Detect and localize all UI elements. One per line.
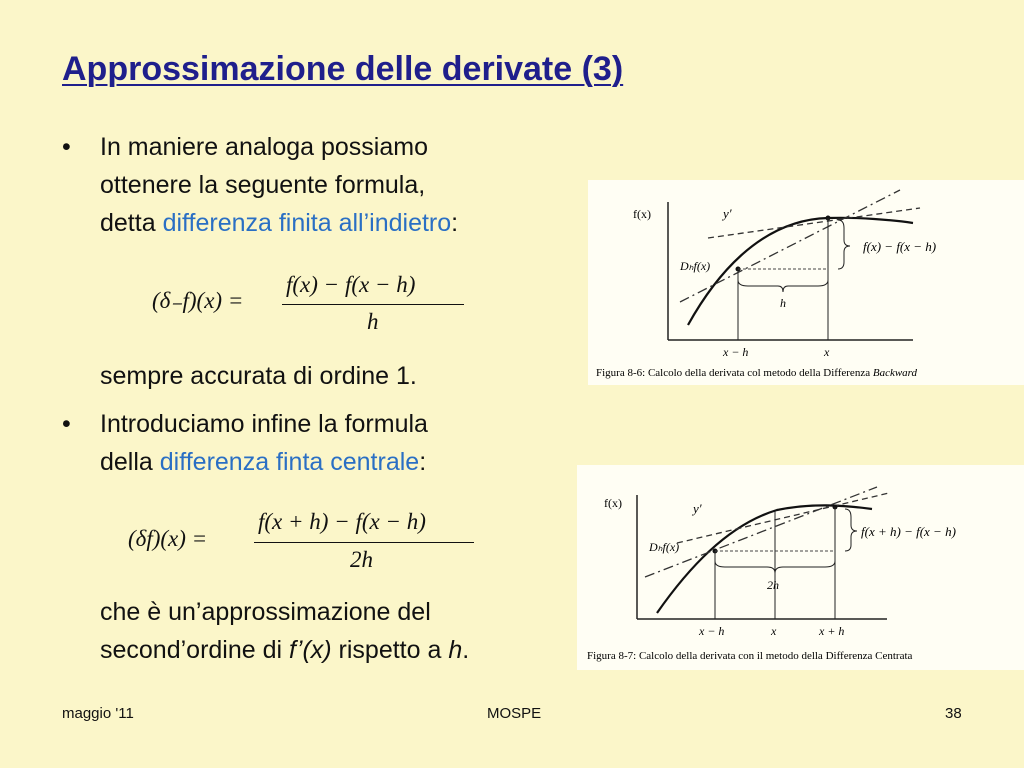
formula-backward-numerator: f(x) − f(x − h) bbox=[286, 272, 416, 297]
brace-vertical bbox=[845, 509, 857, 551]
page-number: 38 bbox=[945, 705, 962, 722]
formula-central-numerator: f(x + h) − f(x − h) bbox=[258, 509, 426, 534]
brace-vertical bbox=[838, 220, 850, 269]
term-backward-difference: differenza finita all’indietro bbox=[162, 209, 452, 237]
x-tick-label: x bbox=[824, 345, 830, 359]
formula-backward-denominator: h bbox=[367, 309, 379, 334]
x-tick-label: x + h bbox=[819, 624, 845, 638]
footer-date: maggio '11 bbox=[62, 705, 134, 722]
term-central-difference: differenza finta centrale bbox=[159, 448, 420, 476]
text-run: . bbox=[462, 636, 470, 664]
figure-backward-difference bbox=[588, 180, 1024, 385]
bullet-1-text bbox=[100, 128, 570, 242]
fraction-bar bbox=[254, 542, 474, 543]
tangent-line bbox=[708, 208, 920, 238]
brace-label: f(x + h) − f(x − h) bbox=[861, 524, 956, 539]
footer-course: MOSPE bbox=[487, 705, 542, 722]
bullet-1-line-3 bbox=[100, 204, 570, 242]
x-tick-label: x bbox=[771, 624, 777, 638]
width-label: h bbox=[780, 296, 786, 310]
bullet-1-after: sempre accurata di ordine 1. bbox=[100, 362, 417, 390]
y-axis-label: f(x) bbox=[604, 496, 622, 510]
figure-caption: Figura 8-7: Calcolo della derivata con il metodo della Differenza Centrata bbox=[587, 650, 913, 662]
y-axis-label: f(x) bbox=[633, 207, 651, 221]
bullet-1-line-1: In maniere analoga possiamo bbox=[100, 133, 428, 161]
brace-label: f(x) − f(x − h) bbox=[863, 239, 937, 254]
figure-central-graph bbox=[577, 465, 1024, 670]
bullet-2-after-line-1: che è un’approssimazione del bbox=[100, 598, 431, 626]
figure-central-difference bbox=[577, 465, 1024, 670]
bullet-marker-1: • bbox=[62, 133, 71, 161]
text-run: : bbox=[419, 448, 427, 476]
text-run: detta bbox=[100, 209, 163, 237]
text-run: : bbox=[451, 209, 459, 237]
text-run-italic: f’(x) bbox=[289, 636, 332, 664]
formula-backward-lhs: (δ₋f)(x) = bbox=[152, 288, 244, 313]
bullet-2-after bbox=[100, 593, 570, 669]
figure-backward-graph bbox=[588, 180, 1024, 385]
text-run: rispetto a bbox=[331, 636, 449, 664]
tangent-line bbox=[677, 493, 889, 543]
slide-title: Approssimazione delle derivate (3) bbox=[62, 50, 624, 88]
brace-h bbox=[738, 280, 828, 292]
dh-label: Dₕf(x) bbox=[680, 259, 711, 273]
text-run: della bbox=[100, 448, 160, 476]
formula-central-denominator: 2h bbox=[350, 547, 373, 572]
bullet-marker-2: • bbox=[62, 410, 71, 438]
bullet-1-line-2: ottenere la seguente formula, bbox=[100, 171, 426, 199]
text-run: second’ordine di bbox=[100, 636, 290, 664]
figure-caption bbox=[596, 367, 918, 379]
tangent-label: y′ bbox=[693, 501, 702, 516]
secant-line bbox=[645, 487, 877, 577]
x-tick-label: x − h bbox=[723, 345, 749, 359]
bullet-2-text bbox=[100, 405, 570, 481]
width-label: 2h bbox=[767, 578, 779, 592]
bullet-2-line-1: Introduciamo infine la formula bbox=[100, 410, 428, 438]
caption-italic: Backward bbox=[872, 367, 918, 379]
function-curve bbox=[688, 218, 913, 325]
x-tick-label: x − h bbox=[699, 624, 725, 638]
formula-central-lhs: (δf)(x) = bbox=[128, 526, 208, 551]
bullet-2-after-line-2 bbox=[100, 631, 570, 669]
dh-label: Dₕf(x) bbox=[649, 540, 680, 554]
tangent-label: y′ bbox=[723, 206, 732, 221]
fraction-bar bbox=[282, 304, 464, 305]
text-run-italic: h bbox=[448, 636, 463, 664]
caption-text: Figura 8-6: Calcolo della derivata col metodo della Differenza bbox=[596, 367, 873, 379]
bullet-2-line-2 bbox=[100, 443, 570, 481]
